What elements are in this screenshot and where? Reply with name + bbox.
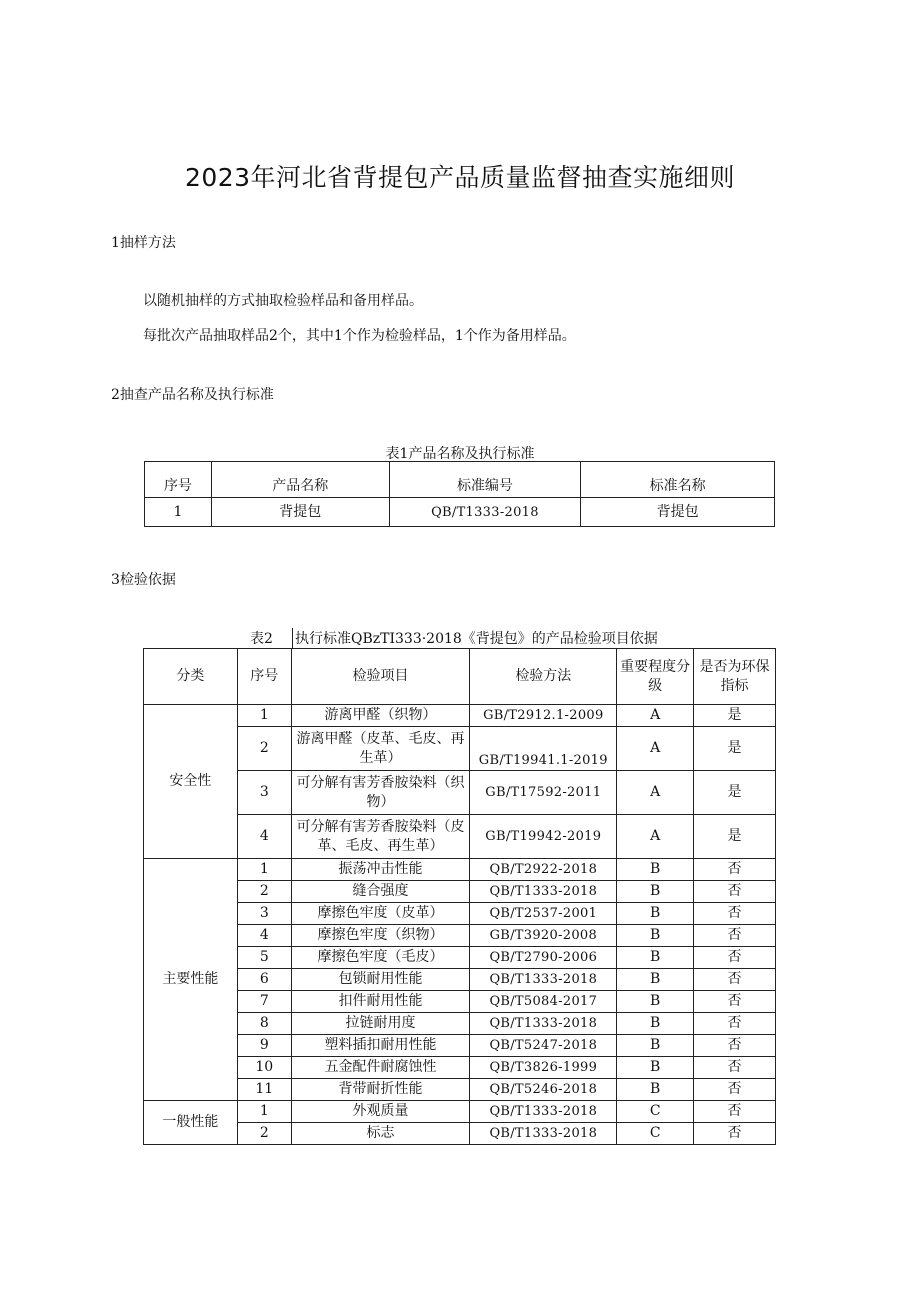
table-2-cell: B — [617, 1035, 694, 1057]
table-2-cell: B — [617, 1079, 694, 1101]
table-2-cell: QB/T2790-2006 — [470, 947, 617, 969]
table-2-header-cell: 检验项目 — [291, 649, 470, 705]
table-2-cell: 否 — [694, 1079, 776, 1101]
table-2-cell: QB/T3826-1999 — [470, 1057, 617, 1079]
table-2-row — [144, 969, 776, 991]
table-2-cell: GB/T17592-2011 — [470, 771, 617, 815]
table-1-header-cell: 标准名称 — [581, 462, 775, 498]
table-2-cell: 4 — [237, 815, 291, 859]
table-2-row — [144, 727, 776, 771]
table-2-cell: 塑料插扣耐用性能 — [291, 1035, 470, 1057]
table-2-cell: 外观质量 — [291, 1101, 470, 1123]
table-2-cell: 可分解有害芳香胺染料（织物） — [291, 771, 470, 815]
category-cell: 主要性能 — [144, 859, 238, 1101]
sampling-paragraph-1: 以随机抽样的方式抽取检验样品和备用样品。 — [143, 293, 423, 309]
table-2-cell: B — [617, 859, 694, 881]
table-2-cell: QB/T1333-2018 — [470, 1101, 617, 1123]
table-2-cell: B — [617, 969, 694, 991]
table-2-cell: 游离甲醛（织物） — [291, 705, 470, 727]
table-2-cell: C — [617, 1101, 694, 1123]
table-2-cell: 摩擦色牢度（皮革） — [291, 903, 470, 925]
table-2-cell: 否 — [694, 969, 776, 991]
table-2-cell: 是 — [694, 815, 776, 859]
table-2-cell: B — [617, 947, 694, 969]
table-2-cell: QB/T2537-2001 — [470, 903, 617, 925]
table-2-cell: QB/T5084-2017 — [470, 991, 617, 1013]
table-2-cell: B — [617, 1013, 694, 1035]
table-2-caption-number: 表2 — [250, 631, 273, 647]
table-2-cell: 2 — [237, 1123, 291, 1145]
table-2-header-cell: 检验方法 — [470, 649, 617, 705]
table-2-cell: 3 — [237, 903, 291, 925]
table-2-cell: A — [617, 705, 694, 727]
table-2-row — [144, 771, 776, 815]
category-cell: 一般性能 — [144, 1101, 238, 1145]
table-2-row — [144, 881, 776, 903]
table-2-cell: 五金配件耐腐蚀性 — [291, 1057, 470, 1079]
table-2-row — [144, 815, 776, 859]
table-2-cell: GB/T3920-2008 — [470, 925, 617, 947]
table-2-cell: QB/T5247-2018 — [470, 1035, 617, 1057]
product-standard-table — [144, 461, 775, 527]
sampling-paragraph-2: 每批次产品抽取样品2个，其中1个作为检验样品，1个作为备用样品。 — [143, 328, 576, 344]
table-2-cell: 6 — [237, 969, 291, 991]
table-2-cell: 8 — [237, 1013, 291, 1035]
table-2-row — [144, 705, 776, 727]
table-2-cell: 否 — [694, 859, 776, 881]
table-2-cell: 包锁耐用性能 — [291, 969, 470, 991]
table-2-cell: 否 — [694, 1013, 776, 1035]
table-2-cell: 11 — [237, 1079, 291, 1101]
table-2-cell: A — [617, 771, 694, 815]
category-cell: 安全性 — [144, 705, 238, 859]
table-2-cell: QB/T1333-2018 — [470, 1123, 617, 1145]
table-2-cell: 否 — [694, 1035, 776, 1057]
section-3-heading: 3检验依据 — [111, 572, 176, 588]
document-title: 2023年河北省背提包产品质量监督抽查实施细则 — [184, 163, 736, 192]
table-2-cell: A — [617, 727, 694, 771]
table-2-header-row — [144, 649, 776, 705]
table-2-row — [144, 1057, 776, 1079]
table-1-cell: 背提包 — [211, 498, 389, 527]
table-2-cell: 7 — [237, 991, 291, 1013]
table-2-cell: 扣件耐用性能 — [291, 991, 470, 1013]
table-2-cell: 否 — [694, 881, 776, 903]
table-2-cell: 否 — [694, 947, 776, 969]
table-2-cell: QB/T2922-2018 — [470, 859, 617, 881]
table-2-cell: 振荡冲击性能 — [291, 859, 470, 881]
table-2-cell: 4 — [237, 925, 291, 947]
table-1-cell: QB/T1333-2018 — [389, 498, 581, 527]
table-2-row — [144, 903, 776, 925]
table-2-cell: 游离甲醛（皮革、毛皮、再生革） — [291, 727, 470, 771]
table-2-cell: 摩擦色牢度（毛皮） — [291, 947, 470, 969]
table-2-cell: 拉链耐用度 — [291, 1013, 470, 1035]
table-2-cell: 可分解有害芳香胺染料（皮革、毛皮、再生革） — [291, 815, 470, 859]
table-2-cell: 是 — [694, 727, 776, 771]
table-1-cell: 背提包 — [581, 498, 775, 527]
table-2-row — [144, 991, 776, 1013]
table-2-cell: B — [617, 991, 694, 1013]
table-2-cell: 否 — [694, 1101, 776, 1123]
table-2-cell: B — [617, 1057, 694, 1079]
table-2-row — [144, 1101, 776, 1123]
table-2-cell: 9 — [237, 1035, 291, 1057]
table-2-cell: QB/T1333-2018 — [470, 969, 617, 991]
table-2-cell: 否 — [694, 925, 776, 947]
table-2-cell: 2 — [237, 727, 291, 771]
table-2-header-cell: 序号 — [237, 649, 291, 705]
table-1-cell: 1 — [145, 498, 212, 527]
table-1-header-cell: 产品名称 — [211, 462, 389, 498]
table-2-cell: 2 — [237, 881, 291, 903]
table-1-header-cell: 标准编号 — [389, 462, 581, 498]
table-2-row — [144, 1013, 776, 1035]
table-2-row — [144, 925, 776, 947]
table-2-cell: 1 — [237, 1101, 291, 1123]
table-2-cell: C — [617, 1123, 694, 1145]
table-1-header-cell: 序号 — [145, 462, 212, 498]
table-2-row — [144, 947, 776, 969]
table-2-cell: A — [617, 815, 694, 859]
table-2-cell: 3 — [237, 771, 291, 815]
table-1-caption: 表1产品名称及执行标准 — [385, 446, 535, 462]
table-2-header-cell: 重要程度分级 — [617, 649, 694, 705]
table-2-cell: 否 — [694, 903, 776, 925]
table-2-cell: 标志 — [291, 1123, 470, 1145]
table-2-cell: 1 — [237, 859, 291, 881]
table-2-cell: B — [617, 903, 694, 925]
table-2-cell: B — [617, 881, 694, 903]
table-2-row — [144, 1079, 776, 1101]
table-2-cell: 是 — [694, 771, 776, 815]
table-2-cell: QB/T1333-2018 — [470, 881, 617, 903]
table-2-cell: 5 — [237, 947, 291, 969]
table-2-cell: GB/T19941.1-2019 — [470, 727, 617, 771]
table-2-header-cell: 分类 — [144, 649, 238, 705]
table-2-caption-text: 执行标准QBzTI333·2018《背提包》的产品检验项目依据 — [292, 628, 658, 648]
table-2-row — [144, 1035, 776, 1057]
table-1-row — [145, 498, 775, 527]
table-2-cell: 摩擦色牢度（织物） — [291, 925, 470, 947]
table-2-cell: 背带耐折性能 — [291, 1079, 470, 1101]
table-2-cell: GB/T19942-2019 — [470, 815, 617, 859]
section-2-heading: 2抽查产品名称及执行标准 — [111, 387, 274, 403]
inspection-basis-table — [143, 648, 776, 1145]
table-2-cell: 否 — [694, 1123, 776, 1145]
table-2-cell: QB/T5246-2018 — [470, 1079, 617, 1101]
table-1-header-row — [145, 462, 775, 498]
table-2-header-cell: 是否为环保指标 — [694, 649, 776, 705]
table-2-cell: 缝合强度 — [291, 881, 470, 903]
section-1-heading: 1抽样方法 — [111, 235, 176, 251]
table-2-cell: 否 — [694, 991, 776, 1013]
table-2-cell: 是 — [694, 705, 776, 727]
table-2-cell: GB/T2912.1-2009 — [470, 705, 617, 727]
table-2-row — [144, 1123, 776, 1145]
table-2-cell: 1 — [237, 705, 291, 727]
table-2-cell: QB/T1333-2018 — [470, 1013, 617, 1035]
table-2-cell: 否 — [694, 1057, 776, 1079]
table-2-cell: 10 — [237, 1057, 291, 1079]
table-2-cell: B — [617, 925, 694, 947]
table-2-row — [144, 859, 776, 881]
